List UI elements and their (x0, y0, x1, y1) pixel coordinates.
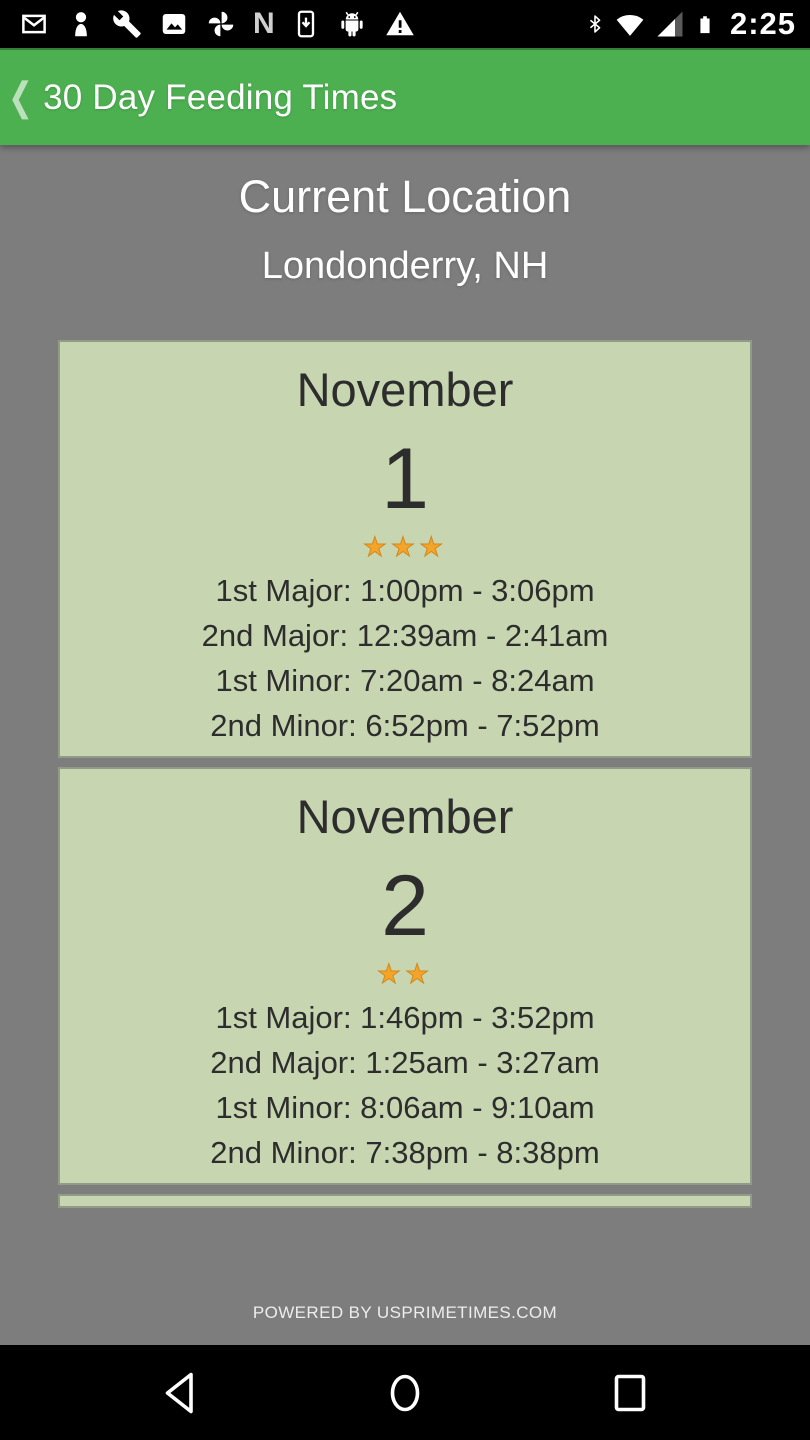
home-circle-icon (385, 1370, 425, 1416)
day-card-list (58, 340, 752, 1208)
nav-bar (0, 1345, 810, 1440)
status-time: 2:25 (729, 6, 796, 41)
day-card-nov-1[interactable] (58, 340, 752, 758)
battery-icon (694, 9, 716, 39)
warning-icon (384, 9, 416, 39)
wifi-icon (614, 9, 646, 39)
android-n-icon: N (253, 7, 275, 40)
home-button[interactable] (383, 1345, 428, 1440)
cell-signal-icon (655, 9, 685, 39)
back-triangle-icon (160, 1370, 200, 1416)
bluetooth-icon (585, 9, 605, 39)
android-robot-icon (337, 9, 367, 39)
person-icon (67, 9, 95, 39)
feeding-time-row: 2nd Major: 1:25am - 3:27am (210, 1045, 600, 1080)
gmail-icon (18, 9, 50, 39)
card-day-number: 1 (381, 431, 429, 527)
pinwheel-icon (206, 9, 236, 39)
wrench-icon (112, 9, 142, 39)
recents-button[interactable] (608, 1345, 653, 1440)
card-month: November (296, 363, 514, 416)
system-icons (585, 6, 796, 42)
feeding-times (60, 995, 750, 1175)
feeding-time-row: 1st Major: 1:00pm - 3:06pm (215, 573, 595, 608)
feeding-time-row: 2nd Minor: 7:38pm - 8:38pm (210, 1135, 600, 1170)
card-day-number: 2 (381, 858, 429, 954)
location-heading: Current Location (238, 171, 572, 222)
app-bar (0, 48, 810, 145)
day-card-partial[interactable] (58, 1194, 752, 1208)
app-bar-title: 30 Day Feeding Times (43, 77, 398, 117)
location-value: Londonderry, NH (261, 245, 549, 287)
day-card-nov-2[interactable] (58, 767, 752, 1185)
photo-icon (159, 9, 189, 39)
feeding-time-row: 1st Major: 1:46pm - 3:52pm (215, 1000, 595, 1035)
feeding-time-row: 1st Minor: 8:06am - 9:10am (215, 1090, 595, 1125)
feeding-time-row: 2nd Minor: 6:52pm - 7:52pm (210, 708, 600, 743)
card-month: November (296, 790, 514, 843)
notification-icons (18, 9, 416, 39)
recents-square-icon (610, 1370, 650, 1416)
content-area[interactable] (0, 145, 810, 1345)
phone-download-icon (292, 9, 320, 39)
rating-stars: ★★★ (362, 532, 448, 562)
back-button[interactable] (158, 1345, 203, 1440)
feeding-time-row: 1st Minor: 7:20am - 8:24am (215, 663, 595, 698)
status-bar (0, 0, 810, 48)
footer-attribution: POWERED BY USPRIMETIMES.COM (252, 1303, 558, 1322)
feeding-times (60, 568, 750, 748)
rating-stars: ★★ (376, 959, 434, 989)
back-chevron-icon[interactable]: ❮ (8, 76, 34, 119)
feeding-time-row: 2nd Major: 12:39am - 2:41am (201, 618, 609, 653)
